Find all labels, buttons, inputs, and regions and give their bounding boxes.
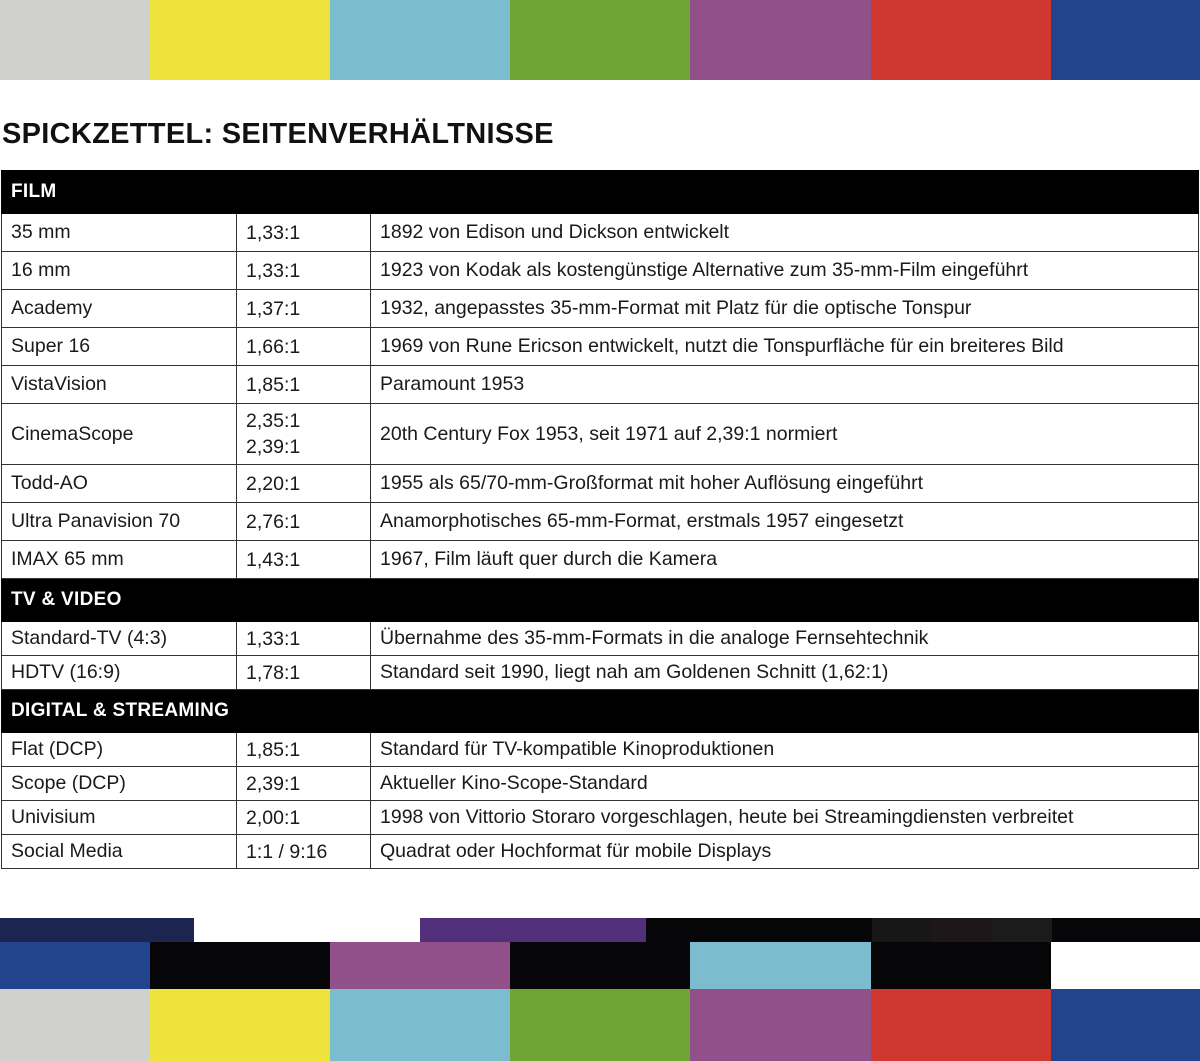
- note-cell: 1932, angepasstes 35-mm-Format mit Platz für die optische Tonspur: [371, 290, 1199, 328]
- note-cell: Aktueller Kino-Scope-Standard: [371, 767, 1199, 801]
- strip-black: [646, 918, 872, 942]
- color-bar-red: [871, 0, 1051, 80]
- ratio-cell: [237, 404, 371, 465]
- table-row: [2, 767, 1199, 801]
- section-title: TV & VIDEO: [2, 579, 1199, 622]
- format-cell: HDTV (16:9): [2, 656, 237, 690]
- note-cell: 1998 von Vittorio Storaro vorgeschlagen, heute bei Streamingdiensten verbreitet: [371, 801, 1199, 835]
- note-cell: Standard für TV-kompatible Kinoproduktionen: [371, 733, 1199, 767]
- ratio-value: 1,37:1: [246, 297, 301, 320]
- strip-near-black-1: [872, 918, 932, 942]
- note-cell: 1892 von Edison und Dickson entwickelt: [371, 214, 1199, 252]
- ratio-value: 1,33:1: [246, 221, 301, 244]
- ratio-cell: [237, 656, 371, 690]
- note-cell: Paramount 1953: [371, 366, 1199, 404]
- format-cell: Ultra Panavision 70: [2, 503, 237, 541]
- color-bar-blue: [1051, 989, 1200, 1061]
- rev-bar-cyan: [690, 942, 871, 989]
- format-cell: 35 mm: [2, 214, 237, 252]
- color-bar-green: [510, 989, 690, 1061]
- note-cell: Standard seit 1990, liegt nah am Goldenen Schnitt (1,62:1): [371, 656, 1199, 690]
- table-row: [2, 366, 1199, 404]
- rev-bar-black-2: [510, 942, 690, 989]
- ratio-value: 1,66:1: [246, 335, 301, 358]
- color-bar-cyan: [330, 0, 510, 80]
- section-header: [2, 690, 1199, 733]
- color-bar-yellow: [150, 0, 330, 80]
- ratio-cell: [237, 214, 371, 252]
- format-cell: Social Media: [2, 835, 237, 869]
- note-cell: 20th Century Fox 1953, seit 1971 auf 2,39:1 normiert: [371, 404, 1199, 465]
- ratio-value: 2,39:1: [246, 436, 301, 458]
- color-bar-yellow: [150, 989, 330, 1061]
- note-cell: Anamorphotisches 65-mm-Format, erstmals 1957 eingesetzt: [371, 503, 1199, 541]
- aspect-ratio-table: [1, 170, 1199, 869]
- note-cell: 1923 von Kodak als kostengünstige Alternative zum 35-mm-Film eingeführt: [371, 252, 1199, 290]
- note-cell: Übernahme des 35-mm-Formats in die analoge Fernsehtechnik: [371, 622, 1199, 656]
- ratio-cell: [237, 767, 371, 801]
- table-row: [2, 404, 1199, 465]
- ratio-value: 2,39:1: [246, 772, 301, 795]
- bottom-color-bars: [0, 989, 1200, 1061]
- strip-purple: [420, 918, 646, 942]
- color-bar-magenta: [690, 0, 871, 80]
- table-row: [2, 252, 1199, 290]
- ratio-value: 1,33:1: [246, 259, 301, 282]
- table-row: [2, 622, 1199, 656]
- format-cell: CinemaScope: [2, 404, 237, 465]
- table-row: [2, 733, 1199, 767]
- table-row: [2, 801, 1199, 835]
- pluge-strip: [0, 918, 1200, 942]
- format-cell: Super 16: [2, 328, 237, 366]
- table-row: [2, 214, 1199, 252]
- ratio-value: 1,43:1: [246, 548, 301, 571]
- table-row: [2, 290, 1199, 328]
- format-cell: Flat (DCP): [2, 733, 237, 767]
- ratio-cell: [237, 366, 371, 404]
- color-bar-blue: [1051, 0, 1200, 80]
- color-bar-gray: [0, 0, 150, 80]
- note-cell: 1955 als 65/70-mm-Großformat mit hoher Auflösung eingeführt: [371, 465, 1199, 503]
- ratio-value: 2,35:1: [246, 410, 301, 432]
- ratio-value: 1,78:1: [246, 661, 301, 684]
- ratio-value: 2,00:1: [246, 806, 301, 829]
- format-cell: Standard-TV (4:3): [2, 622, 237, 656]
- ratio-cell: [237, 465, 371, 503]
- format-cell: VistaVision: [2, 366, 237, 404]
- rev-bar-black-3: [871, 942, 1051, 989]
- ratio-cell: [237, 503, 371, 541]
- ratio-cell: [237, 733, 371, 767]
- section-title: FILM: [2, 171, 1199, 214]
- color-bar-cyan: [330, 989, 510, 1061]
- ratio-value: 1,33:1: [246, 627, 301, 650]
- format-cell: 16 mm: [2, 252, 237, 290]
- rev-bar-magenta: [330, 942, 510, 989]
- table-row: [2, 465, 1199, 503]
- note-cell: Quadrat oder Hochformat für mobile Displays: [371, 835, 1199, 869]
- ratio-cell: [237, 801, 371, 835]
- ratio-cell: [237, 835, 371, 869]
- ratio-cell: [237, 622, 371, 656]
- table-row: [2, 656, 1199, 690]
- table-row: [2, 503, 1199, 541]
- format-cell: Univisium: [2, 801, 237, 835]
- format-cell: Scope (DCP): [2, 767, 237, 801]
- ratio-value: 2,76:1: [246, 510, 301, 533]
- format-cell: Academy: [2, 290, 237, 328]
- ratio-cell: [237, 541, 371, 579]
- note-cell: 1969 von Rune Ericson entwickelt, nutzt die Tonspurfläche für ein breiteres Bild: [371, 328, 1199, 366]
- ratio-value: 1,85:1: [246, 738, 301, 761]
- section-header: [2, 171, 1199, 214]
- strip-near-black-2: [932, 918, 992, 942]
- format-cell: IMAX 65 mm: [2, 541, 237, 579]
- reverse-color-bars: [0, 942, 1200, 989]
- format-cell: Todd-AO: [2, 465, 237, 503]
- strip-white: [194, 918, 420, 942]
- ratio-cell: [237, 252, 371, 290]
- top-color-bars: [0, 0, 1200, 80]
- color-bar-red: [871, 989, 1051, 1061]
- strip-near-black-3: [992, 918, 1052, 942]
- table-row: [2, 541, 1199, 579]
- strip-black-end: [1052, 918, 1200, 942]
- section-title: DIGITAL & STREAMING: [2, 690, 1199, 733]
- note-cell: 1967, Film läuft quer durch die Kamera: [371, 541, 1199, 579]
- page-title: SPICKZETTEL: SEITENVERHÄLTNISSE: [2, 118, 554, 150]
- ratio-cell: [237, 290, 371, 328]
- color-bar-green: [510, 0, 690, 80]
- ratio-value: 1:1 / 9:16: [246, 840, 328, 863]
- ratio-value: 1,85:1: [246, 373, 301, 396]
- rev-bar-blue: [0, 942, 150, 989]
- ratio-value: 2,20:1: [246, 472, 301, 495]
- table-row: [2, 328, 1199, 366]
- table-row: [2, 835, 1199, 869]
- rev-bar-black: [150, 942, 330, 989]
- color-bar-magenta: [690, 989, 871, 1061]
- rev-bar-white: [1051, 942, 1200, 989]
- section-header: [2, 579, 1199, 622]
- color-bar-gray: [0, 989, 150, 1061]
- ratio-cell: [237, 328, 371, 366]
- strip-navy: [0, 918, 194, 942]
